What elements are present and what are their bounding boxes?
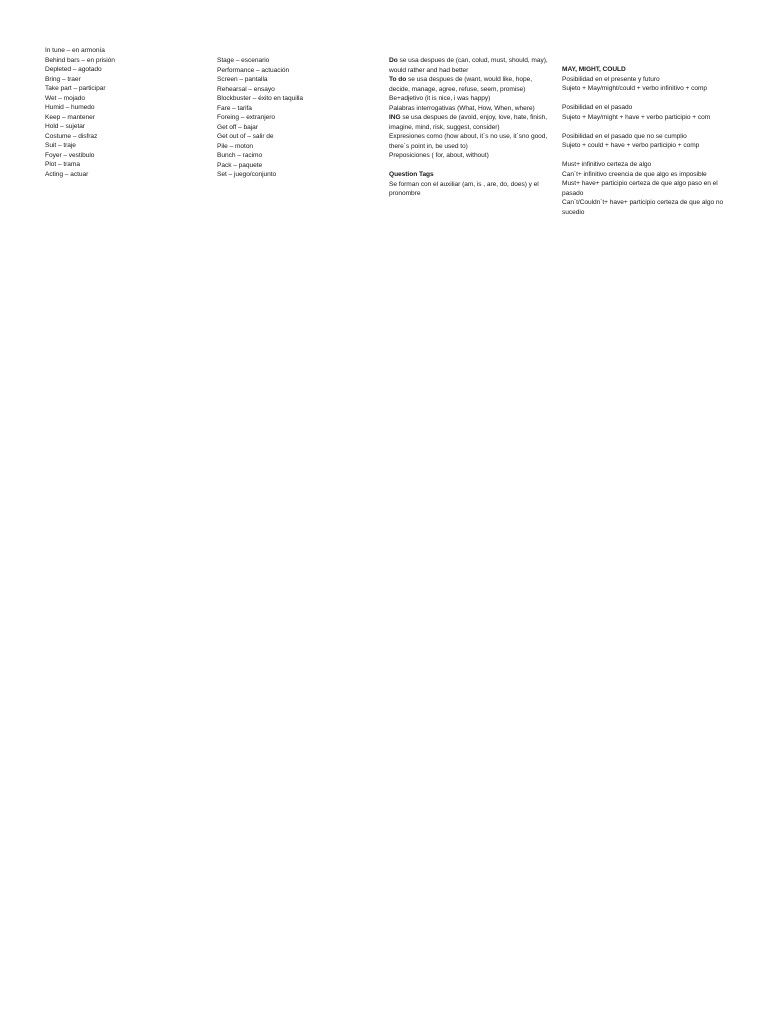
ing-rule	[389, 113, 549, 132]
vocab-item: Rehearsal – ensayo	[217, 85, 275, 93]
vocab-item: Pile – moton	[217, 142, 254, 150]
question-tags-text: Se forman con el auxiliar (am, is , are, do, does) y el pronombre	[389, 180, 539, 197]
cant-rule: Can´t+ infinitivo creencia de que algo es imposible	[562, 170, 707, 178]
vocab-item: Depleted – agotado	[45, 66, 102, 73]
cant-have-rule: Can´t/Couldn´t+ have+ participio certeza de que algo no sucedio	[562, 199, 724, 216]
interrogative-rule: Palabras interrogativas (What, How, When, where)	[389, 104, 535, 112]
vocab-item: Wet – mojado	[45, 94, 85, 102]
todo-rule	[389, 75, 549, 94]
must-have-rule: Must+ have+ participio certeza de que algo paso en el pasado	[562, 180, 718, 197]
vocab-item: Get off – bajar	[217, 123, 258, 131]
vocab-item: Suit – traje	[45, 142, 76, 149]
todo-label: To do	[389, 76, 407, 83]
vocab-item: Performance – actuación	[217, 66, 290, 74]
expressions-rule: Expresiones como (how about, it´s no use, it´sno good, there´s point in, be used to)	[389, 133, 548, 150]
modal-note: Posibilidad en el pasado	[562, 104, 633, 111]
spacer	[562, 151, 727, 161]
vocab-item: Behind bars – en prisión	[45, 56, 115, 64]
spacer	[389, 161, 549, 171]
prepositions-rule: Preposiciones ( for, about, without)	[389, 152, 489, 159]
modal-formula: Sujeto + May/might/could + verbo infinitivo + comp	[562, 85, 708, 92]
spacer	[562, 94, 727, 104]
ing-text: se usa despues de (avoid, enjoy, love, hate, finish, imagine, mind, risk, suggest, consider)	[389, 114, 547, 131]
modals-heading: MAY, MIGHT, COULD	[562, 66, 626, 73]
must-rule: Must+ infinitivo certeza de algo	[562, 161, 652, 168]
ing-label: ING	[389, 114, 401, 121]
spacer	[562, 122, 727, 132]
do-rule	[389, 56, 549, 75]
vocab-item: Get out of – salir de	[217, 133, 274, 140]
vocab-item: Costume – disfraz	[45, 132, 98, 140]
vocab-item: In tune – en armonía	[45, 47, 105, 54]
modal-formula: Sujeto + could + have + verbo participio + comp	[562, 142, 700, 149]
vocab-item: Stage – escenario	[217, 57, 270, 64]
vocab-item: Plot – trama	[45, 161, 80, 168]
vocab-item: Keep – mantener	[45, 113, 95, 121]
vocab-item: Fare – tarifa	[217, 104, 252, 112]
do-text: se usa despues de (can, colud, must, should, may), would rather and had better	[389, 57, 548, 74]
modal-formula: Sujeto + May/might + have + verbo participio + com	[562, 113, 711, 121]
do-label: Do	[389, 57, 398, 64]
vocab-item: Bunch – racimo	[217, 152, 263, 159]
vocab-item: Foyer – vestibulo	[45, 151, 95, 159]
modal-note: Posibilidad en el presente y futuro	[562, 75, 660, 83]
vocabulary-column-1	[45, 46, 195, 179]
vocab-item: Acting – actuar	[45, 170, 89, 178]
vocab-item: Blockbuster – éxito en taquilla	[217, 95, 304, 102]
vocab-item: Take part – participar	[45, 85, 106, 92]
vocab-item: Foreing – extranjero	[217, 114, 276, 121]
question-tags-heading: Question Tags	[389, 171, 434, 178]
be-adjective-rule: Be+adjetivo (it is nice, i was happy)	[389, 95, 491, 102]
grammar-column	[389, 56, 549, 199]
vocabulary-column-2	[217, 56, 367, 180]
vocab-item: Humid – humedo	[45, 104, 95, 111]
vocab-item: Screen – pantalla	[217, 76, 268, 83]
vocab-item: Pack – paquete	[217, 161, 263, 169]
vocab-item: Set – juego/conjunto	[217, 171, 277, 178]
todo-text: se usa despues de (want, would like, hope, decide, manage, agree, refuse, seem, promise)	[389, 76, 532, 93]
vocab-item: Hold – sujetar	[45, 123, 85, 130]
modals-column	[562, 65, 727, 217]
vocab-item: Bring – traer	[45, 75, 81, 83]
modal-note: Posibilidad en el pasado que no se cumplio	[562, 132, 687, 140]
